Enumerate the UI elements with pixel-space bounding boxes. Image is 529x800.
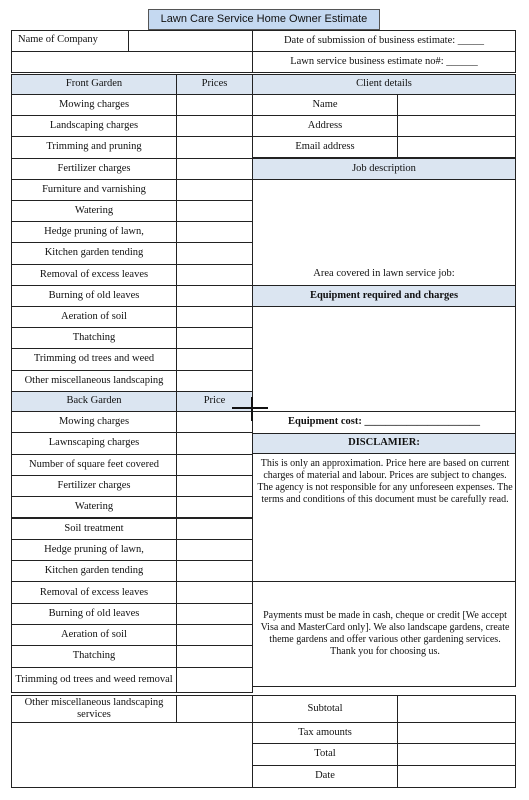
back-garden-row-label: Thatching xyxy=(11,645,177,667)
client-address-label: Address xyxy=(252,115,398,137)
back-garden-row-label: Removal of excess leaves xyxy=(11,581,177,603)
equipment-list-area[interactable] xyxy=(252,306,516,412)
front-garden-row-price-input[interactable] xyxy=(176,370,253,392)
client-address-input[interactable] xyxy=(397,115,516,137)
back-garden-row-price-input[interactable] xyxy=(176,539,253,561)
front-garden-row-label: Watering xyxy=(11,200,177,222)
subtotal-label: Subtotal xyxy=(252,695,398,723)
estimate-number-field[interactable]: Lawn service business estimate no#: ______ xyxy=(252,51,516,73)
front-garden-row-label: Removal of excess leaves xyxy=(11,264,177,286)
front-garden-row-price-input[interactable] xyxy=(176,327,253,349)
front-garden-row-label: Mowing charges xyxy=(11,94,177,116)
disclaimer-header: DISCLAMIER: xyxy=(252,433,516,454)
area-covered-field[interactable]: Area covered in lawn service job: xyxy=(252,179,516,286)
front-garden-row-label: Trimming od trees and weed xyxy=(11,348,177,370)
front-garden-row-price-input[interactable] xyxy=(176,264,253,286)
misc-services-label: Other miscellaneous landscaping services xyxy=(11,695,177,723)
back-garden-row-label: Mowing charges xyxy=(11,411,177,433)
back-garden-row-label: Fertilizer charges xyxy=(11,475,177,497)
front-garden-row-label: Aeration of soil xyxy=(11,306,177,328)
back-garden-row-label: Lawnscaping charges xyxy=(11,432,177,454)
company-label: Name of Company xyxy=(11,30,129,52)
front-garden-row-label: Burning of old leaves xyxy=(11,285,177,307)
back-garden-row-label: Burning of old leaves xyxy=(11,603,177,625)
back-garden-row-price-input[interactable] xyxy=(176,454,253,476)
front-garden-row-label: Kitchen garden tending xyxy=(11,242,177,264)
back-garden-row-label: Soil treatment xyxy=(11,518,177,540)
back-garden-row-price-input[interactable] xyxy=(176,667,253,693)
company-input[interactable] xyxy=(128,30,253,52)
back-garden-row-price-input[interactable] xyxy=(176,518,253,540)
front-garden-row-price-input[interactable] xyxy=(176,306,253,328)
back-garden-row-label: Watering xyxy=(11,496,177,518)
front-garden-row-label: Furniture and varnishing xyxy=(11,179,177,201)
back-garden-row-price-input[interactable] xyxy=(176,411,253,433)
back-garden-row-price-input[interactable] xyxy=(176,432,253,454)
back-garden-row-price-input[interactable] xyxy=(176,496,253,518)
equipment-header: Equipment required and charges xyxy=(252,285,516,307)
crosshair-mark-v xyxy=(251,397,253,421)
client-name-input[interactable] xyxy=(397,94,516,116)
front-garden-row-price-input[interactable] xyxy=(176,115,253,137)
date-label: Date xyxy=(252,765,398,788)
misc-services-price[interactable] xyxy=(176,695,253,723)
front-garden-row-price-input[interactable] xyxy=(176,285,253,307)
tax-input[interactable] xyxy=(397,722,516,744)
back-garden-row-price-input[interactable] xyxy=(176,560,253,582)
back-garden-row-label: Aeration of soil xyxy=(11,624,177,646)
submission-date-field[interactable]: Date of submission of business estimate: _____ xyxy=(252,30,516,52)
blank-top-field[interactable] xyxy=(11,51,253,73)
back-garden-row-label: Hedge pruning of lawn, xyxy=(11,539,177,561)
front-garden-row-label: Landscaping charges xyxy=(11,115,177,137)
front-garden-row-price-input[interactable] xyxy=(176,221,253,243)
back-garden-header: Back Garden xyxy=(11,391,177,412)
front-garden-row-label: Hedge pruning of lawn, xyxy=(11,221,177,243)
disclaimer-text: This is only an approximation. Price here are based on current charges of material and labour. Prices are subject to changes. The agency is not responsible for any unforeseen expenses. The terms and conditions of this document must be carefully read. xyxy=(257,458,513,505)
notes-area[interactable] xyxy=(11,722,253,788)
crosshair-mark-h xyxy=(232,407,268,409)
front-garden-row-label: Trimming and pruning xyxy=(11,136,177,158)
front-garden-row-label: Fertilizer charges xyxy=(11,158,177,180)
front-garden-row-price-input[interactable] xyxy=(176,242,253,264)
front-garden-row-label: Thatching xyxy=(11,327,177,349)
payment-text: Payments must be made in cash, cheque or credit [We accept Visa and MasterCard only]. We also landscape gardens, create theme gardens and offer various other gardening services. Thank you for choosing us. xyxy=(260,610,510,657)
back-garden-row-label: Kitchen garden tending xyxy=(11,560,177,582)
front-garden-row-price-input[interactable] xyxy=(176,200,253,222)
client-email-input[interactable] xyxy=(397,136,516,158)
form-title: Lawn Care Service Home Owner Estimate xyxy=(148,9,380,30)
client-name-label: Name xyxy=(252,94,398,116)
back-garden-row-price-input[interactable] xyxy=(176,581,253,603)
front-garden-row-price-input[interactable] xyxy=(176,158,253,180)
front-garden-row-label: Other miscellaneous landscaping xyxy=(11,370,177,392)
back-garden-row-label: Trimming od trees and weed removal xyxy=(11,667,177,693)
total-input[interactable] xyxy=(397,743,516,766)
front-garden-row-price-input[interactable] xyxy=(176,179,253,201)
client-details-header: Client details xyxy=(252,74,516,95)
back-garden-row-price-input[interactable] xyxy=(176,603,253,625)
back-price-header: Price xyxy=(176,391,253,412)
back-garden-row-price-input[interactable] xyxy=(176,645,253,667)
total-label: Total xyxy=(252,743,398,766)
front-garden-row-price-input[interactable] xyxy=(176,136,253,158)
back-garden-row-price-input[interactable] xyxy=(176,624,253,646)
front-garden-row-price-input[interactable] xyxy=(176,348,253,370)
front-prices-header: Prices xyxy=(176,74,253,95)
back-garden-row-label: Number of square feet covered xyxy=(11,454,177,476)
front-garden-header: Front Garden xyxy=(11,74,177,95)
date-input[interactable] xyxy=(397,765,516,788)
client-email-label: Email address xyxy=(252,136,398,158)
subtotal-input[interactable] xyxy=(397,695,516,723)
front-garden-row-price-input[interactable] xyxy=(176,94,253,116)
back-garden-row-price-input[interactable] xyxy=(176,475,253,497)
equipment-cost-field[interactable]: Equipment cost: ______________________ xyxy=(252,411,516,434)
job-description-header: Job description xyxy=(252,158,516,180)
tax-label: Tax amounts xyxy=(252,722,398,744)
